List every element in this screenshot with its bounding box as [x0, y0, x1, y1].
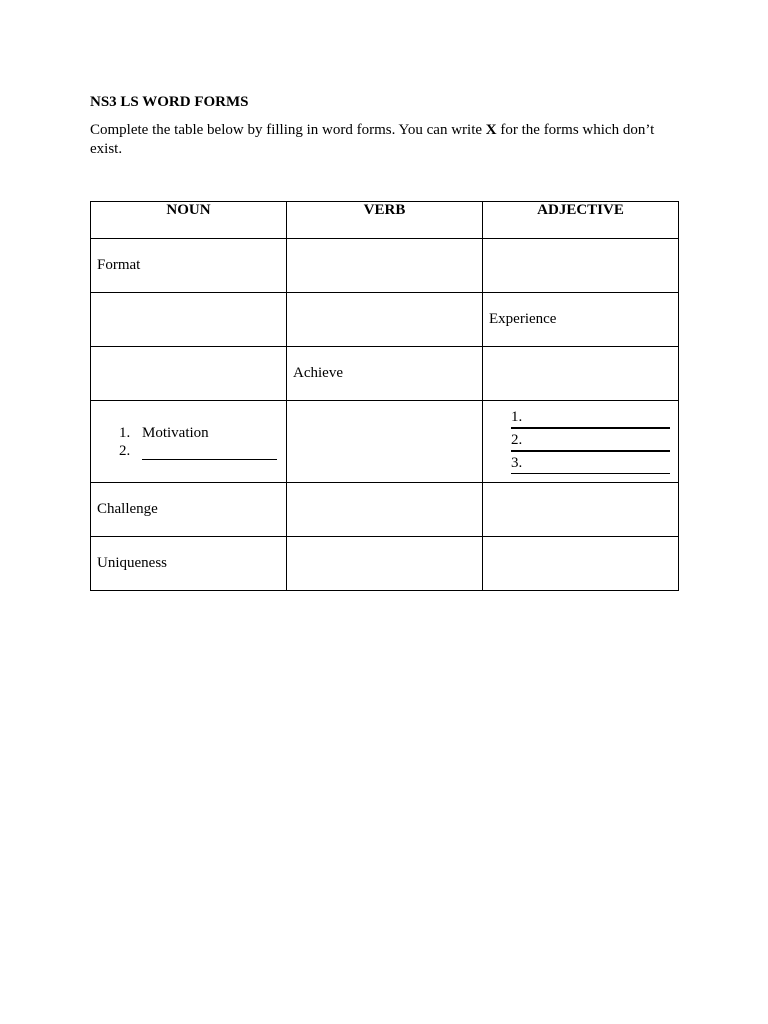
- noun-cell[interactable]: [91, 293, 287, 347]
- document-title: NS3 LS WORD FORMS: [90, 94, 249, 110]
- verb-cell[interactable]: Achieve: [287, 347, 483, 401]
- adjective-cell[interactable]: [483, 537, 679, 591]
- adjective-cell[interactable]: [483, 401, 679, 483]
- adjective-blank-2[interactable]: 2.: [511, 431, 670, 452]
- verb-cell[interactable]: [287, 537, 483, 591]
- verb-cell[interactable]: [287, 401, 483, 483]
- answer-blank-line[interactable]: [142, 445, 277, 460]
- adjective-blank-3[interactable]: 3.: [511, 454, 670, 474]
- noun-numbered-list: [97, 424, 280, 460]
- verb-cell[interactable]: [287, 239, 483, 293]
- header-noun: NOUN: [91, 202, 287, 239]
- adjective-cell[interactable]: [483, 347, 679, 401]
- instructions-text-end: for the forms which don’t exist.: [90, 122, 655, 157]
- list-number: 2.: [119, 442, 131, 459]
- verb-cell[interactable]: [287, 483, 483, 537]
- noun-cell[interactable]: [91, 401, 287, 483]
- noun-cell[interactable]: [91, 347, 287, 401]
- noun-cell[interactable]: Format: [91, 239, 287, 293]
- list-item: [119, 424, 280, 442]
- noun-cell[interactable]: Challenge: [91, 483, 287, 537]
- table-header-row: [91, 202, 679, 239]
- header-verb: VERB: [287, 202, 483, 239]
- table-row: [91, 401, 679, 483]
- instructions-bold-x: X: [485, 122, 497, 138]
- table-row: [91, 483, 679, 537]
- adjective-cell[interactable]: [483, 239, 679, 293]
- verb-cell[interactable]: [287, 293, 483, 347]
- table-row: [91, 293, 679, 347]
- table-row: [91, 239, 679, 293]
- adjective-cell[interactable]: Experience: [483, 293, 679, 347]
- word-forms-table: [90, 201, 679, 591]
- document-page: [90, 93, 680, 571]
- adjective-cell[interactable]: [483, 483, 679, 537]
- table-row: [91, 347, 679, 401]
- list-number: 1.: [119, 424, 131, 441]
- list-item-text: Motivation: [142, 424, 209, 441]
- noun-cell[interactable]: Uniqueness: [91, 537, 287, 591]
- instructions: [90, 121, 675, 159]
- adjective-blank-1[interactable]: 1.: [511, 408, 670, 429]
- table-row: [91, 537, 679, 591]
- instructions-text-start: Complete the table below by filling in word forms. You can write: [90, 122, 486, 138]
- adjective-numbered-list: [489, 408, 672, 474]
- header-adjective: ADJECTIVE: [483, 202, 679, 239]
- list-item: [119, 442, 280, 460]
